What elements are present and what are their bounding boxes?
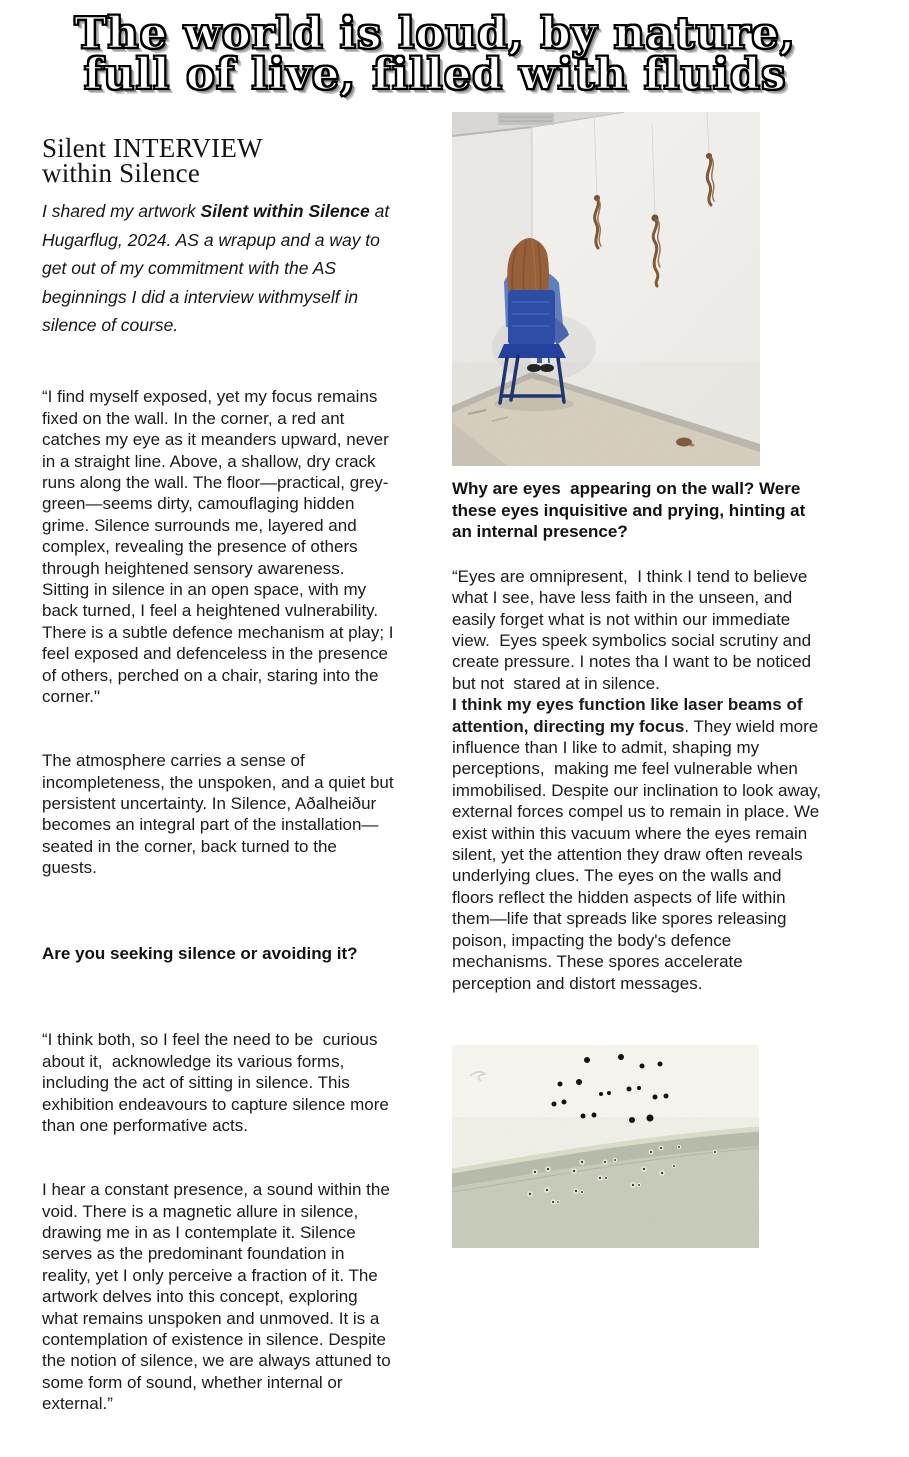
answer-post: . They wield more influence than I like to admit, shaping my perceptions, making me feel vulnerable when immobilised. Despite our inclination to look away, external forces compel us to remain in place. We exist within this vacuum where the eyes remain silent, yet the attention they draw often reveals underlying clues. The eyes on the walls and floors reflect the hidden aspects of life within them—life that spreads like spores releasing poison, impacting the body's defence mechanisms. These spores accelerate perception and distort messages. <box>452 716 826 993</box>
left-column <box>42 133 399 1457</box>
title-line-2: full of live, filled with fluids <box>83 50 787 100</box>
heading-line-1: Silent INTERVIEW <box>42 133 263 163</box>
intro-pre: I shared my artwork <box>42 201 201 221</box>
answer-bold: I think my eyes function like laser beams of attention, directing my focus <box>452 695 808 736</box>
body-paragraph-1: “I find myself exposed, yet my focus remains fixed on the wall. In the corner, a red ant catches my eye as it meanders upward, never in a straight line. Above, a shallow, dry crack runs along the wall. The floor—practical, grey-green—seems dirty, camouflaging hidden grime. Silence surrounds me, layered and complex, revealing the presence of others through heightened sensory awareness. Sitting in silence in an open space, with my back turned, I feel a heightened vulnerability. There is a subtle defence mechanism at play; I feel exposed and defenceless in the presence of others, perched on a chair, staring into the corner." <box>42 387 399 706</box>
photo-wall-floor-dots <box>452 1045 759 1248</box>
figure-shoe-right <box>540 364 554 372</box>
intro-artwork-title: Silent within Silence <box>200 201 370 221</box>
heading-line-2: within Silence <box>42 158 201 188</box>
right-column <box>452 478 826 994</box>
body-paragraph-block-2 <box>42 986 394 1457</box>
body-paragraph-3a: “I think both, so I feel the need to be curious about it, acknowledge its various forms, including the act of sitting in silence. This exhibition endeavours to capture silence more than one performative acts. <box>42 1030 394 1135</box>
article-heading <box>42 133 394 188</box>
intro-paragraph <box>42 197 394 340</box>
interview-question-left: Are you seeking silence or avoiding it? <box>42 944 358 964</box>
photo-installation-corner <box>452 112 760 466</box>
body-paragraph-3b: I hear a constant presence, a sound within the void. There is a magnetic allure in silence, drawing me in as I contemplate it. Silence serves as the predominant foundation in reality, yet I only perceive a fraction of it. The artwork delves into this concept, exploring what remains unspoken and unmoved. It is a contemplation of existence in silence. Despite the notion of silence, we are always attuned to some form of sound, whether internal or external.” <box>42 1180 396 1414</box>
photo-wall-floor-dots-svg <box>452 1045 759 1248</box>
ceiling-vent <box>498 113 554 125</box>
interview-question-right: Why are eyes appearing on the wall? Were these eyes inquisitive and prying, hinting at an internal presence? <box>452 479 811 542</box>
intro-post: at Hugarflug, 2024. AS a wrapup and a way to get out of my commitment with the AS beginnings I did a interview withmyself in silence of course. <box>42 201 395 335</box>
figure-shoe-left <box>527 364 541 372</box>
body-paragraph-block-1 <box>42 344 399 922</box>
answer-pre: “Eyes are omnipresent, I think I tend to believe what I see, have less faith in the unseen, and easily forget what is not within our immediate view. Eyes speek symbolics social scrutiny and create pressure. I notes tha I want to be noticed but not stared at in silence. <box>452 566 816 693</box>
answer-paragraph <box>452 566 826 994</box>
photo-installation-corner-svg <box>452 112 760 466</box>
title-line-1: The world is loud, by nature, <box>74 9 796 59</box>
body-paragraph-2: The atmosphere carries a sense of incompleteness, the unspoken, and a quiet but persistent uncertainty. In Silence, Aðalheiður becomes an integral part of the installation—seated in the corner, back turned to the guests. <box>42 751 399 878</box>
page-title <box>25 9 845 100</box>
